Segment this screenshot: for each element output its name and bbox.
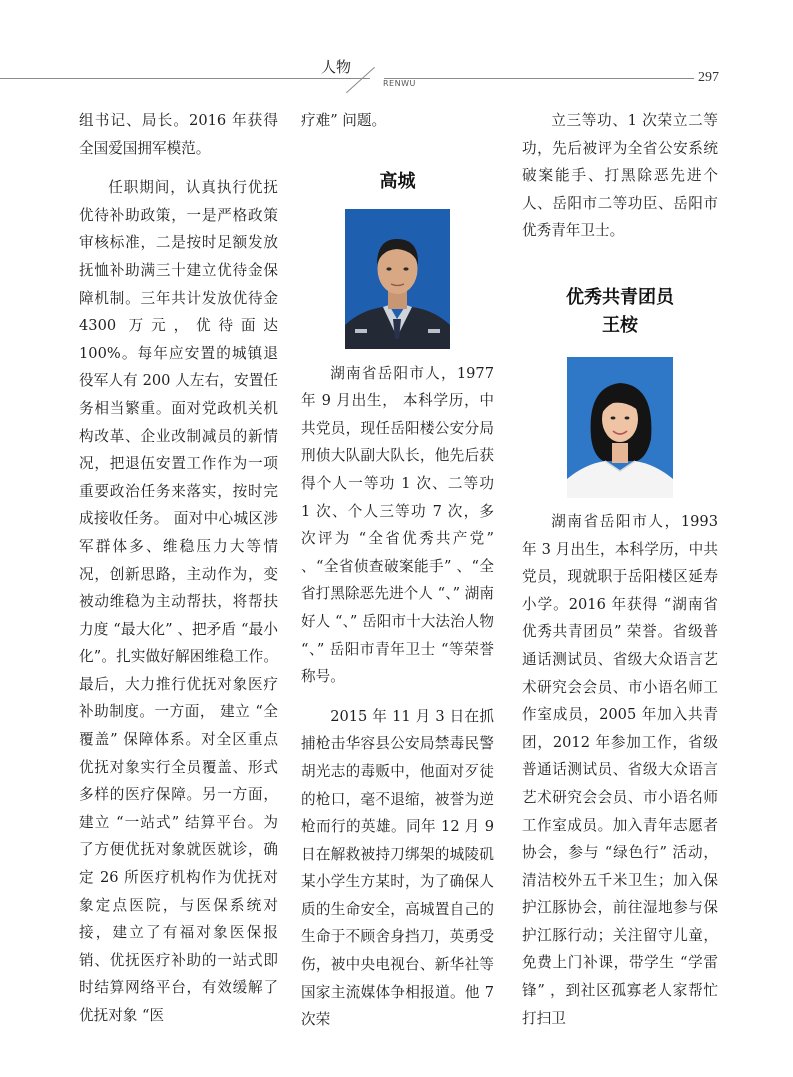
paragraph: 疗难” 问题。	[301, 112, 387, 129]
person-name-gaocheng: 高城	[379, 170, 416, 192]
paragraph: 2015 年 11 月 3 日在抓捕枪击华容县公安局禁毒民警胡光志的毒贩中，他面对歹徒的枪口，毫不退缩，被誉为逆枪而行的英雄。同年 12 月 9 日在解救被持刀绑架的城陵矶某小学生方某时，为了确保人质的生命安全，高城置自己的生命于不顾舍身挡刀，英勇受伤，被中央电视台、新华社等国家主流媒体争相报道。他 7 次荣	[301, 707, 494, 1029]
paragraph: 湖南省岳阳市人，1993 年 3 月出生，本科学历，中共党员，现就职于岳阳楼区延寿小学。2016 年获得 “湖南省优秀共青团员” 荣誉。省级普通话测试员、省级大众语言艺术研究会会员、市小语名师工作室成员，2005 年加入共青团，2012 年参加工作，省级普通话测试员、省级大众语言艺术研究会会员、市小语名师工作室成员。加入青年志愿者协会，参与 “绿色行” 活动，清洁校外五千米卫生；加入保护江豚协会，前往湿地参与保护江豚行动；关注留守儿童，免费上门补课，带学生 “学雷锋” ，到社区孤寡老人家帮忙打扫卫	[522, 512, 718, 1027]
column-2	[301, 107, 494, 1034]
portrait-photo-wangan	[567, 357, 673, 498]
person-title-wangan: 优秀共青团员	[566, 286, 674, 308]
column-1	[79, 107, 278, 1030]
paragraph: 立三等功、1 次荣立二等功，先后被评为全省公安系统破案能手、打黑除恶先进个人、岳阳市二等功臣、岳阳市优秀青年卫士。	[522, 112, 718, 240]
young-woman-portrait-icon	[567, 357, 673, 498]
section-title: 人物	[321, 58, 352, 76]
header-rule-left	[0, 78, 370, 79]
paragraph: 湖南省岳阳市人，1977 年 9 月出生， 本科学历，中共党员，现任岳阳楼公安分局刑侦大队副大队长，他先后获得个人一等功 1 次、二等功 1 次、个人三等功 7 次，多次评为 “全省优秀共产党” 、“全省侦查破案能手” 、“全省打黑除恶先进个人 “、” 湖南好人 “、” 岳阳市十大法治人物 “、” 岳阳市青年卫士 “等荣誉称号。	[301, 364, 494, 686]
section-subtitle: RENWU	[383, 79, 416, 88]
portrait-photo-gaocheng	[345, 209, 450, 349]
police-officer-portrait-icon	[345, 209, 450, 349]
paragraph: 组书记、局长。2016 年获得全国爱国拥军模范。	[79, 112, 278, 157]
paragraph: 任职期间，认真执行优抚优待补助政策，一是严格政策审核标准，二是按时足额发放抚恤补助满三十建立优待金保障机制。三年共计发放优待金 4300 万元，优待面达 100%。每年应安置的城镇退役军人有 200 人左右，安置任务相当繁重。面对党政机关机构改革、企业改制减员的新情况，把退伍安置工作作为一项重要政治任务来落实，按时完成接收任务。 面对中心城区涉军群体多、维稳压力大等情况，创新思路，主动作为，变被动维稳为主动帮扶，将帮扶力度 “最大化” 、把矛盾 “最小化”。扎实做好解困维稳工作。最后，大力推行优抚对象医疗补助制度。一方面， 建立 “全覆盖” 保障体系。对全区重点优抚对象实行全员覆盖、形式多样的医疗保障。另一方面，建立 “一站式” 结算平台。为了方便优抚对象就医就诊，确定 26 所医疗机构作为优抚对象定点医院，与医保系统对接，建立了有福对象医保报销、优抚医疗补助的一站式即时结算网络平台，有效缓解了优抚对象 “医	[79, 179, 278, 1024]
header-rule-right	[384, 78, 694, 79]
person-name-wangan: 王桉	[602, 314, 638, 336]
column-3	[522, 107, 718, 1032]
page-number: 297	[698, 70, 719, 85]
